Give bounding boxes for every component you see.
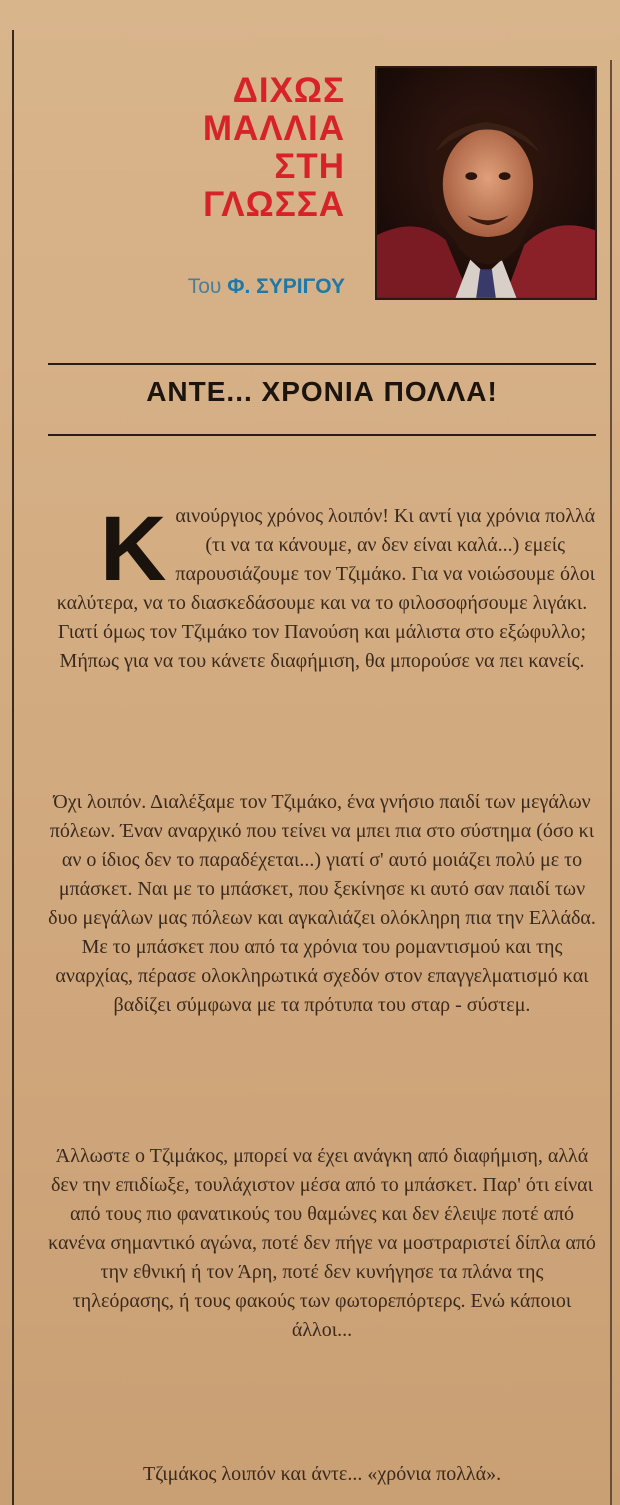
headline-rule-top: [48, 363, 596, 365]
article-paragraph-1: [48, 498, 596, 676]
paragraph-text: Τζιμάκος λοιπόν και άντε... «χρόνια πολλά».: [142, 1463, 502, 1485]
byline-prefix: Του: [187, 275, 222, 298]
column-title-line: ΜΑΛΛΙΑ: [202, 109, 345, 148]
article-paragraph-4: [48, 1460, 596, 1489]
drop-cap: Κ: [100, 498, 167, 600]
article-paragraph-3: [48, 1142, 596, 1345]
column-title-line: ΔΙΧΩΣ: [232, 71, 345, 110]
column-title-line: ΓΛΩΣΣΑ: [203, 185, 345, 224]
paragraph-text: Άλλωστε ο Τζιμάκος, μπορεί να έχει ανάγκη από διαφήμιση, αλλά δεν την επιδίωξε, τουλάχιστον μέσα από το μπάσκετ. Παρ' ότι είναι από τους πιο φανατικούς του θαμώνες και δεν έλειψε ποτέ από κανένα σημαντικό αγώνα, ποτέ δεν πήγε να μοστραριστεί δίπλα από την εθνική ή τον Άρη, ποτέ δεν κυνήγησε τα πλάνα της τηλεόρασης, ή τους φακούς των φωτορεπόρτερς. Ενώ κάποιοι άλλοι...: [48, 1145, 596, 1341]
headline-rule-bottom: [48, 434, 596, 436]
author-name: Φ. ΣΥΡΙΓΟΥ: [227, 275, 345, 298]
left-border-rule: [12, 30, 14, 1505]
article-paragraph-2: [48, 788, 596, 1020]
headline: ΑΝΤΕ... ΧΡΟΝΙΑ ΠΟΛΛΑ!: [146, 376, 498, 407]
author-portrait-image: [377, 68, 595, 298]
author-photo: [375, 66, 597, 300]
column-title-line: ΣΤΗ: [274, 147, 345, 186]
byline: [70, 275, 345, 299]
right-border-rule: [610, 60, 612, 1505]
paragraph-text: αινούργιος χρόνος λοιπόν! Κι αντί για χρόνια πολλά (τι να τα κάνουμε, αν δεν είναι καλά...) εμείς παρουσιάζουμε τον Τζιμάκο. Για να νοιώσουμε όλοι καλύτερα, να το διασκεδάσουμε και να το φιλοσοφήσουμε λιγάκι. Γιατί όμως τον Τζιμάκο τον Πανούση και μάλιστα στο εξώφυλλο; Μήπως για να του κάνετε διαφήμιση, θα μπορούσε να πει κανείς.: [56, 505, 596, 672]
paragraph-text: Όχι λοιπόν. Διαλέξαμε τον Τζιμάκο, ένα γνήσιο παιδί των μεγάλων πόλεων. Έναν αναρχικό που τείνει να μπει πια στο σύστημα (όσο κι αν ο ίδιος δεν το παραδέχεται...) γιατί σ' αυτό μοιάζει πολύ με το μπάσκετ. Ναι με το μπάσκετ, που ξεκίνησε κι αυτό σαν παιδί των δυο μεγάλων μας πόλεων και αγκαλιάζει ολόκληρη πια την Ελλάδα. Με το μπάσκετ που από τα χρόνια του ρομαντισμού και της αναρχίας, πέρασε ολοκληρωτικά σχεδόν στον επαγγελματισμό και βαδίζει σύμφωνα με τα πρότυπα του σταρ - σύστεμ.: [48, 791, 596, 1016]
column-title: [150, 72, 345, 224]
